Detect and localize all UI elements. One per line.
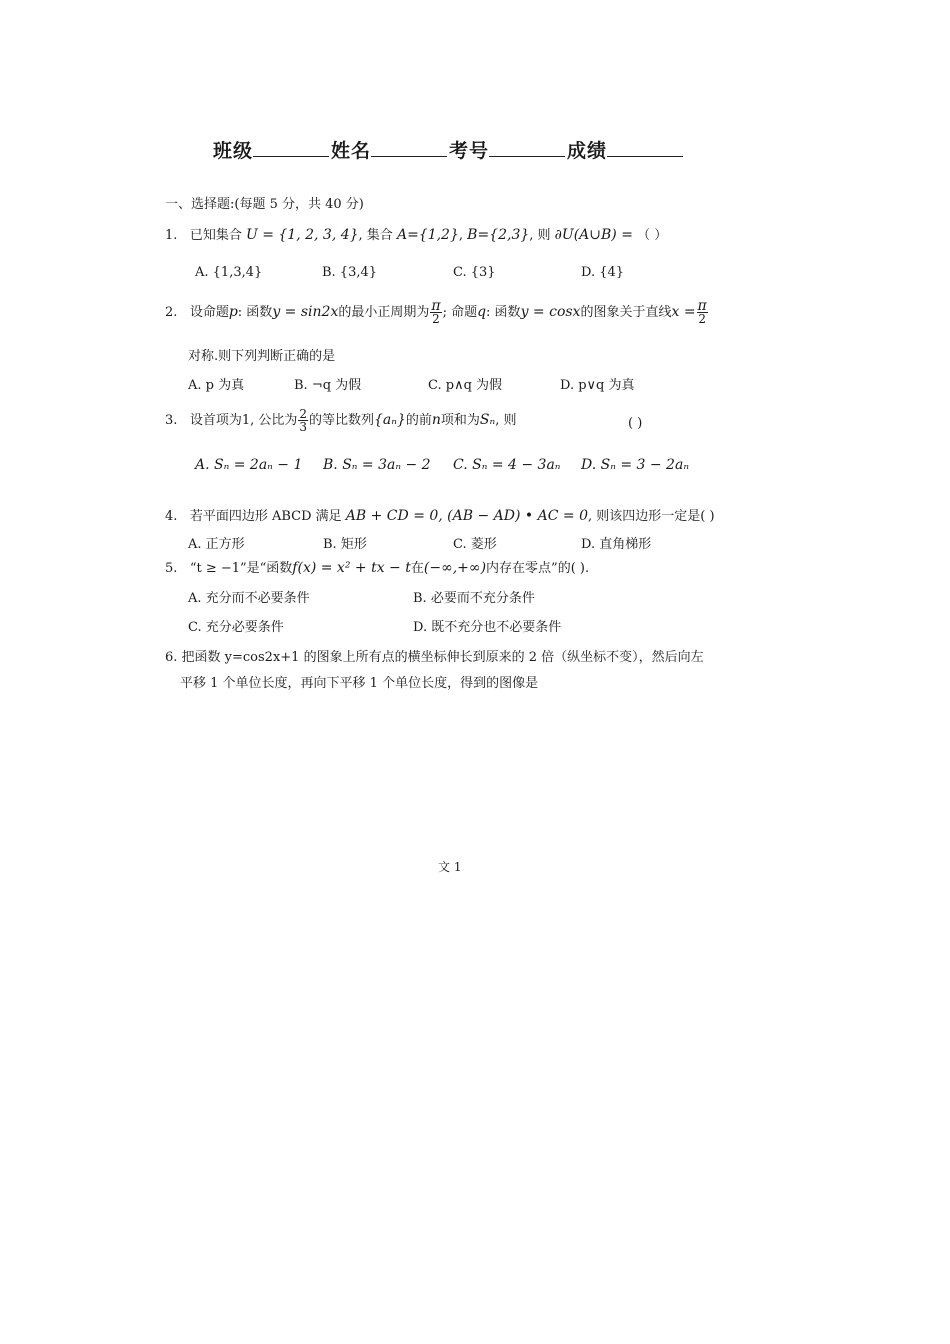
question-number: 3. bbox=[165, 413, 178, 428]
q2-line2: 对称.则下列判断正确的是 bbox=[188, 349, 336, 364]
q1-separator: , bbox=[458, 228, 464, 243]
set-u: U = {1, 2, 3, 4} bbox=[245, 227, 359, 243]
name-blank bbox=[371, 138, 447, 157]
question-number: 2. bbox=[165, 305, 178, 320]
fraction-numerator: 2 bbox=[299, 407, 307, 421]
q1-option-a: A. {1,3,4} bbox=[195, 265, 263, 280]
question-number: 4. bbox=[165, 509, 178, 524]
fraction-denominator: 2 bbox=[432, 312, 440, 326]
question-4-stem bbox=[165, 505, 715, 524]
q2-text-a: 设命题 bbox=[189, 305, 229, 320]
q1-option-b: B. {3,4} bbox=[322, 265, 378, 280]
q3-option-d: D. Sₙ = 3 − 2aₙ bbox=[581, 457, 689, 473]
exam-id-blank bbox=[489, 138, 565, 157]
q1-option-c: C. {3} bbox=[453, 265, 496, 280]
q2-text-f: 的图象关于直线 bbox=[580, 305, 672, 320]
interval: (−∞,+∞) bbox=[423, 560, 487, 576]
score-label: 成绩 bbox=[567, 140, 608, 162]
function-sin: y = sin2x bbox=[272, 304, 339, 320]
question-6-line2: 平移 1 个单位长度，再向下平移 1 个单位长度，得到的图像是 bbox=[180, 676, 539, 691]
q1-text-c: , 则 bbox=[529, 228, 551, 243]
variable-n: n bbox=[431, 412, 441, 428]
class-blank bbox=[253, 138, 329, 157]
q4-option-a: A. 正方形 bbox=[188, 537, 245, 552]
proposition-q: q bbox=[477, 304, 487, 320]
q4-option-d: D. 直角梯形 bbox=[581, 537, 652, 552]
q4-text-b: , 则该四边形一定是( ) bbox=[588, 509, 715, 524]
proposition-p: p bbox=[228, 304, 238, 320]
answer-blank: ( ) bbox=[628, 416, 643, 431]
question-number: 5. bbox=[165, 561, 178, 576]
q2-option-a: A. p 为真 bbox=[188, 378, 245, 393]
q2-text-e: : 函数 bbox=[486, 305, 521, 320]
fraction-pi-over-2 bbox=[430, 300, 441, 325]
q3-option-b: B. Sₙ = 3aₙ − 2 bbox=[323, 457, 431, 473]
question-1-stem bbox=[165, 224, 667, 243]
q5-option-c: C. 充分必要条件 bbox=[188, 620, 284, 635]
class-label: 班级 bbox=[213, 140, 254, 162]
q2-option-d: D. p∨q 为真 bbox=[560, 378, 635, 393]
page-footer: 文 1 bbox=[438, 860, 462, 874]
question-5-stem bbox=[165, 557, 589, 576]
q3-text-d: 项和为 bbox=[440, 413, 480, 428]
q1-option-d: D. {4} bbox=[581, 265, 625, 280]
q3-text-c: 的前 bbox=[405, 413, 432, 428]
q5-text-b: 在 bbox=[410, 561, 424, 576]
complement-expression: ∂U(A∪B) = bbox=[554, 227, 633, 243]
q2-option-b: B. ¬q 为假 bbox=[294, 378, 362, 393]
answer-blank: （ ） bbox=[637, 228, 668, 243]
function-f: f(x) = x² + tx − t bbox=[292, 560, 411, 576]
exam-id-label: 考号 bbox=[449, 140, 490, 162]
q4-text-a: 若平面四边形 ABCD 满足 bbox=[189, 509, 342, 524]
q3-option-a: A. Sₙ = 2aₙ − 1 bbox=[195, 457, 303, 473]
q5-option-b: B. 必要而不充分条件 bbox=[413, 591, 535, 606]
q1-text-b: , 集合 bbox=[358, 228, 393, 243]
section-title: 一、选择题:(每题 5 分，共 40 分) bbox=[165, 197, 364, 212]
q3-text-a: 设首项为1, 公比为 bbox=[189, 413, 298, 428]
fraction-two-thirds bbox=[298, 408, 308, 433]
fraction-denominator: 2 bbox=[698, 312, 706, 326]
fraction-numerator: π bbox=[697, 298, 707, 314]
q5-text-c: 内存在零点”的( ). bbox=[486, 561, 590, 576]
q2-text-d: ; 命题 bbox=[442, 305, 478, 320]
set-b: B={2,3} bbox=[467, 227, 530, 243]
fraction-numerator: π bbox=[431, 298, 441, 314]
score-blank bbox=[607, 138, 683, 157]
q3-option-c: C. Sₙ = 4 − 3aₙ bbox=[453, 457, 561, 473]
q1-text-a: 已知集合 bbox=[189, 228, 242, 243]
fraction-denominator: 3 bbox=[299, 420, 307, 434]
question-number: 1. bbox=[165, 228, 178, 243]
line-equation: x = bbox=[671, 304, 696, 320]
q4-option-c: C. 菱形 bbox=[453, 537, 497, 552]
question-2-stem bbox=[165, 300, 709, 325]
exam-header bbox=[213, 136, 685, 163]
question-6-line1: 6. 把函数 y=cos2x+1 的图象上所有点的横坐标伸长到原来的 2 倍（纵坐标不变），然后向左 bbox=[165, 650, 704, 665]
name-label: 姓名 bbox=[331, 140, 372, 162]
sum-s-n: Sₙ bbox=[479, 412, 496, 428]
q3-text-b: 的等比数列 bbox=[309, 413, 375, 428]
q2-text-b: : 函数 bbox=[237, 305, 273, 320]
sequence-a-n: {aₙ} bbox=[374, 412, 406, 428]
q4-option-b: B. 矩形 bbox=[323, 537, 367, 552]
q5-text-a: “t ≥ −1”是“函数 bbox=[189, 561, 293, 576]
vector-condition: AB + CD = 0, (AB − AD) • AC = 0 bbox=[345, 508, 588, 524]
function-cos: y = cosx bbox=[520, 304, 581, 320]
q2-option-c: C. p∧q 为假 bbox=[428, 378, 503, 393]
q5-option-d: D. 既不充分也不必要条件 bbox=[413, 620, 562, 635]
q2-text-c: 的最小正周期为 bbox=[338, 305, 430, 320]
q5-option-a: A. 充分而不必要条件 bbox=[188, 591, 310, 606]
q3-text-e: , 则 bbox=[495, 413, 517, 428]
set-a: A={1,2} bbox=[396, 227, 459, 243]
question-3-stem bbox=[165, 408, 516, 433]
fraction-pi-over-2-b bbox=[697, 300, 708, 325]
